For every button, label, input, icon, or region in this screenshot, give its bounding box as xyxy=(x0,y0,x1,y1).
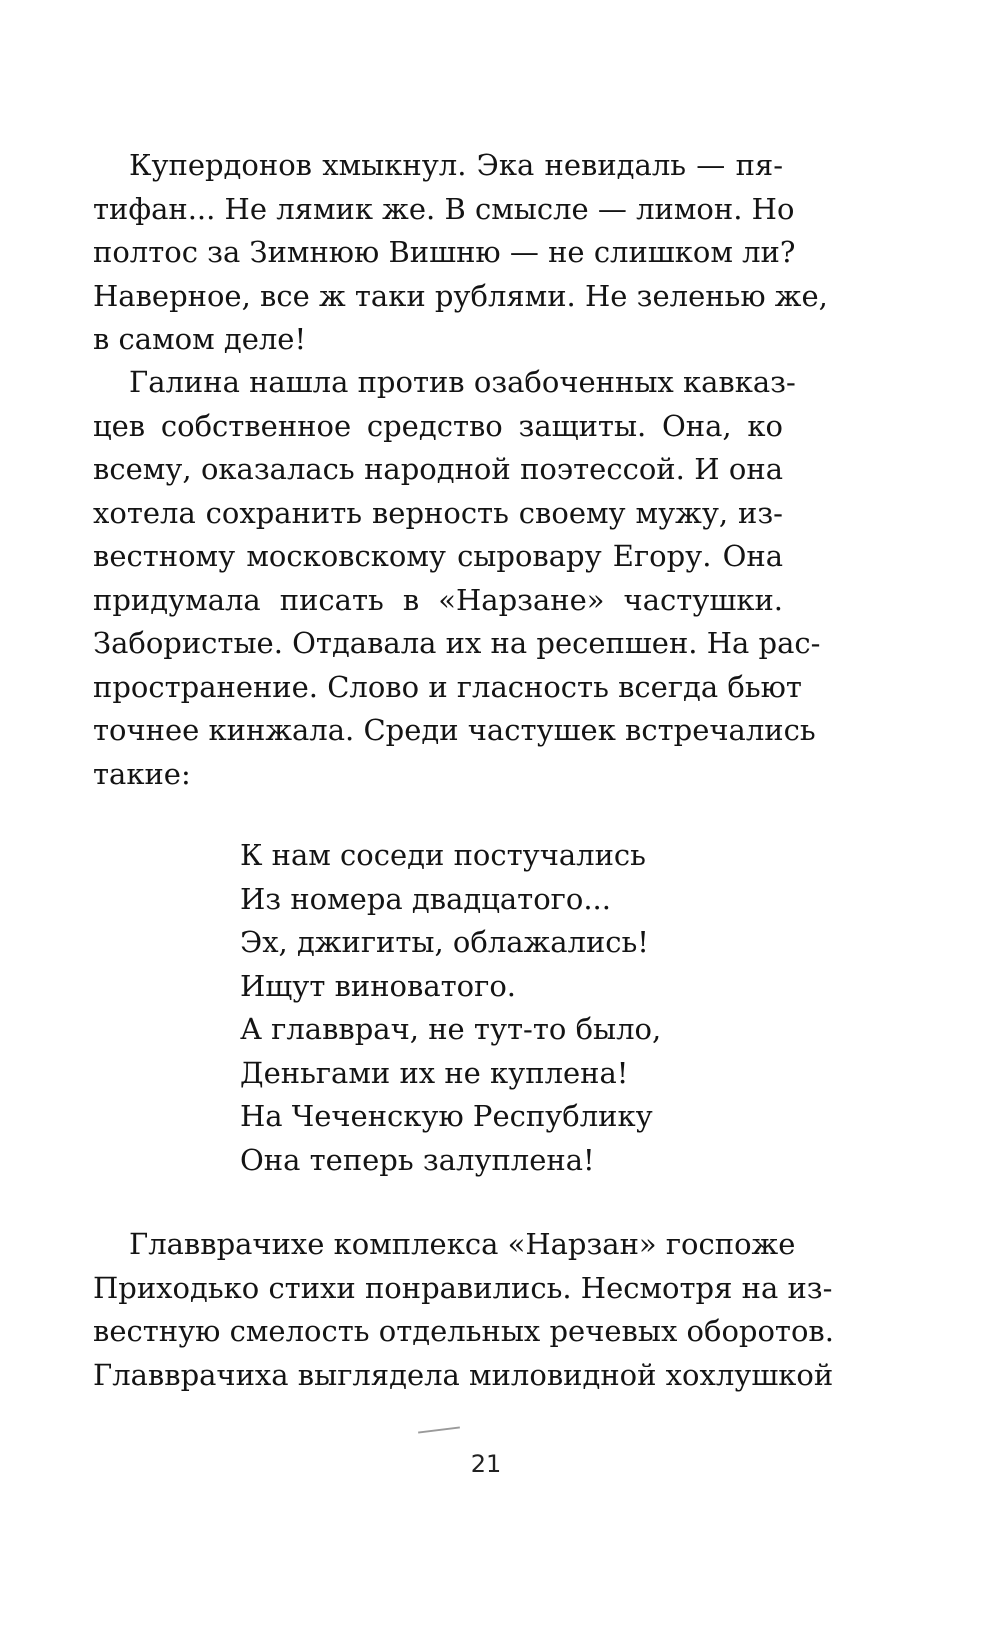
page-number: 21 xyxy=(470,1450,502,1478)
verse-line: Из номера двадцатого... xyxy=(240,881,611,916)
paragraph-3 xyxy=(93,1223,834,1397)
text-line: Наверное, все ж таки рублями. Не зеленью же, xyxy=(93,278,828,313)
text-line: Главврачиха выглядела миловидной хохлушкой xyxy=(93,1357,834,1392)
text-line: точнее кинжала. Среди частушек встречались xyxy=(93,713,816,747)
text-line: Забористые. Отдавала их на ресепшен. На рас- xyxy=(93,626,821,660)
text-line: всему, оказалась народной поэтессой. И она xyxy=(93,452,783,486)
text-line: тифан... Не лямик же. В смысле — лимон. Но xyxy=(93,191,795,226)
verse-line: А главврач, не тут-то было, xyxy=(240,1012,662,1046)
text-line: Купердонов хмыкнул. Эка невидаль — пя- xyxy=(129,148,783,182)
text-line: цев собственное средство защиты. Она, ко xyxy=(93,408,783,443)
text-line: такие: xyxy=(93,756,191,791)
text-line: хотела сохранить верность своему мужу, из- xyxy=(93,495,783,530)
text-line: Приходько стихи понравились. Несмотря на из- xyxy=(93,1270,833,1305)
text-line: Главврачихе комплекса «Нарзан» госпоже xyxy=(129,1227,796,1261)
verse-line: Эх, джигиты, облажались! xyxy=(240,925,649,959)
text-line: вестную смелость отдельных речевых оборотов. xyxy=(93,1314,834,1348)
paragraph-2 xyxy=(93,361,821,796)
text-line: полтос за Зимнюю Вишню — не слишком ли? xyxy=(93,235,796,269)
verse-line: Ищут виноватого. xyxy=(240,968,517,1003)
chastushka-verse xyxy=(240,834,740,1182)
text-line: в самом деле! xyxy=(93,322,307,356)
verse-line: Она теперь залуплена! xyxy=(240,1142,595,1177)
text-line: пространение. Слово и гласность всегда бьют xyxy=(93,669,802,704)
text-line: вестному московскому сыровару Егору. Она xyxy=(93,539,783,573)
text-line: придумала писать в «Нарзане» частушки. xyxy=(93,582,783,617)
text-line: Галина нашла против озабоченных кавказ- xyxy=(129,365,796,399)
verse-line: Деньгами их не куплена! xyxy=(240,1055,629,1090)
verse-line: К нам соседи постучались xyxy=(240,838,646,872)
verse-line: На Чеченскую Республику xyxy=(240,1099,653,1133)
footer-ornament xyxy=(418,1426,460,1433)
paragraph-1 xyxy=(93,144,828,362)
